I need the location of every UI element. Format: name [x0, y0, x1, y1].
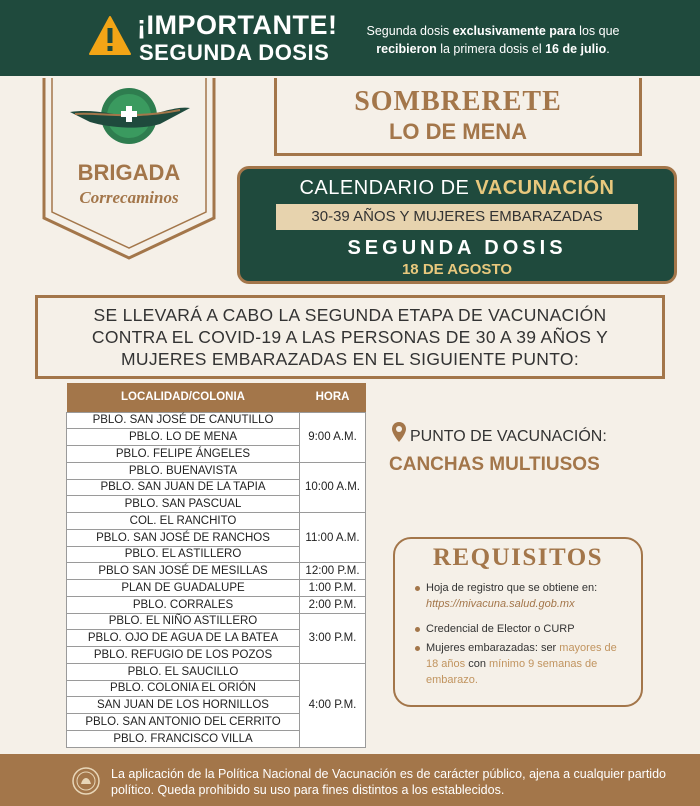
- locality-cell: SAN JUAN DE LOS HORNILLOS: [67, 697, 300, 714]
- locality-cell: PBLO SAN JOSÉ DE MESILLAS: [67, 563, 300, 580]
- bullet-icon: [415, 586, 420, 591]
- calendar-box: [237, 166, 677, 284]
- time-cell: 11:00 A.M.: [300, 513, 366, 563]
- brigade-title: BRIGADA: [77, 160, 181, 185]
- locality-cell: PBLO. FRANCISCO VILLA: [67, 730, 300, 747]
- vaccination-point-label: PUNTO DE VACUNACIÓN:: [410, 428, 607, 445]
- time-cell: 3:00 P.M.: [300, 613, 366, 663]
- header-note: Segunda dosis exclusivamente para los que recibieron la primera dosis el 16 de julio.: [366, 24, 620, 56]
- table-row: [67, 462, 366, 479]
- table-row: [67, 513, 366, 530]
- locality-cell: PBLO. SAN JOSÉ DE RANCHOS: [67, 529, 300, 546]
- location-pin-icon: [391, 421, 407, 443]
- locality-cell: PBLO. SAN JUAN DE LA TAPIA: [67, 479, 300, 496]
- table-row: [67, 412, 366, 429]
- table-row: [67, 563, 366, 580]
- locality-cell: COL. EL RANCHITO: [67, 513, 300, 530]
- location-locality: LO DE MENA: [388, 119, 528, 144]
- locality-cell: PBLO. COLONIA EL ORIÓN: [67, 680, 300, 697]
- location-box: [274, 78, 642, 156]
- column-header-locality: LOCALIDAD/COLONIA: [67, 383, 300, 412]
- column-header-time: HORA: [300, 383, 366, 412]
- table-row: [67, 663, 366, 680]
- warning-icon: [88, 14, 132, 58]
- locality-cell: PBLO. REFUGIO DE LOS POZOS: [67, 647, 300, 664]
- time-cell: 12:00 P.M.: [300, 563, 366, 580]
- intro-text: SE LLEVARÁ A CABO LA SEGUNDA ETAPA DE VACUNACIÓN CONTRA EL COVID-19 A LAS PERSONAS DE 30 A 39 AÑOS Y MUJERES EMBARAZADAS EN EL SIGUIENTE PUNTO:: [35, 295, 665, 379]
- locality-cell: PLAN DE GUADALUPE: [67, 580, 300, 597]
- header-subtitle: SEGUNDA DOSIS: [139, 40, 330, 65]
- table-row: [67, 613, 366, 630]
- locality-cell: PBLO. SAN PASCUAL: [67, 496, 300, 513]
- locality-cell: PBLO. SAN JOSÉ DE CANUTILLO: [67, 412, 300, 429]
- bullet-icon: [415, 627, 420, 632]
- registration-link[interactable]: https://mivacuna.salud.gob.mx: [426, 598, 575, 610]
- time-cell: 4:00 P.M.: [300, 663, 366, 747]
- requirement-item: Credencial de Elector o CURP: [415, 621, 630, 637]
- requirement-item: Hoja de registro que se obtiene en: https://mivacuna.salud.gob.mx: [415, 580, 630, 612]
- time-cell: 9:00 A.M.: [300, 412, 366, 462]
- table-row: [67, 580, 366, 597]
- calendar-title: CALENDARIO DE VACUNACIÓN: [299, 177, 615, 199]
- locality-cell: PBLO. LO DE MENA: [67, 429, 300, 446]
- time-cell: 2:00 P.M.: [300, 596, 366, 613]
- schedule-table: [66, 383, 366, 748]
- bullet-icon: [415, 646, 420, 651]
- location-municipality: SOMBRERETE: [354, 86, 562, 117]
- time-cell: 10:00 A.M.: [300, 462, 366, 512]
- locality-cell: PBLO. SAN ANTONIO DEL CERRITO: [67, 714, 300, 731]
- government-seal: [71, 766, 101, 796]
- locality-cell: PBLO. EL SAUCILLO: [67, 663, 300, 680]
- brigade-subtitle: Correcaminos: [79, 188, 179, 207]
- calendar-date: 18 DE AGOSTO: [401, 261, 513, 278]
- calendar-group: 30-39 AÑOS Y MUJERES EMBARAZADAS: [276, 204, 638, 230]
- locality-cell: PBLO. EL ASTILLERO: [67, 546, 300, 563]
- calendar-dose: SEGUNDA DOSIS: [347, 237, 567, 259]
- locality-cell: PBLO. OJO DE AGUA DE LA BATEA: [67, 630, 300, 647]
- locality-cell: PBLO. FELIPE ÁNGELES: [67, 446, 300, 463]
- footer-disclaimer: La aplicación de la Política Nacional de Vacunación es de carácter público, ajena a cualquier partido político. Queda prohibido su uso para fines distintos a los establecidos.: [111, 767, 666, 797]
- requirements-title: REQUISITOS: [432, 544, 604, 571]
- table-row: [67, 596, 366, 613]
- requirement-item: Mujeres embarazadas: ser mayores de 18 años con mínimo 9 semanas de embarazo.: [415, 640, 630, 688]
- header-title: ¡IMPORTANTE!: [137, 10, 338, 40]
- vaccination-point-name: CANCHAS MULTIUSOS: [389, 454, 600, 475]
- time-cell: 1:00 P.M.: [300, 580, 366, 597]
- locality-cell: PBLO. EL NIÑO ASTILLERO: [67, 613, 300, 630]
- locality-cell: PBLO. BUENAVISTA: [67, 462, 300, 479]
- locality-cell: PBLO. CORRALES: [67, 596, 300, 613]
